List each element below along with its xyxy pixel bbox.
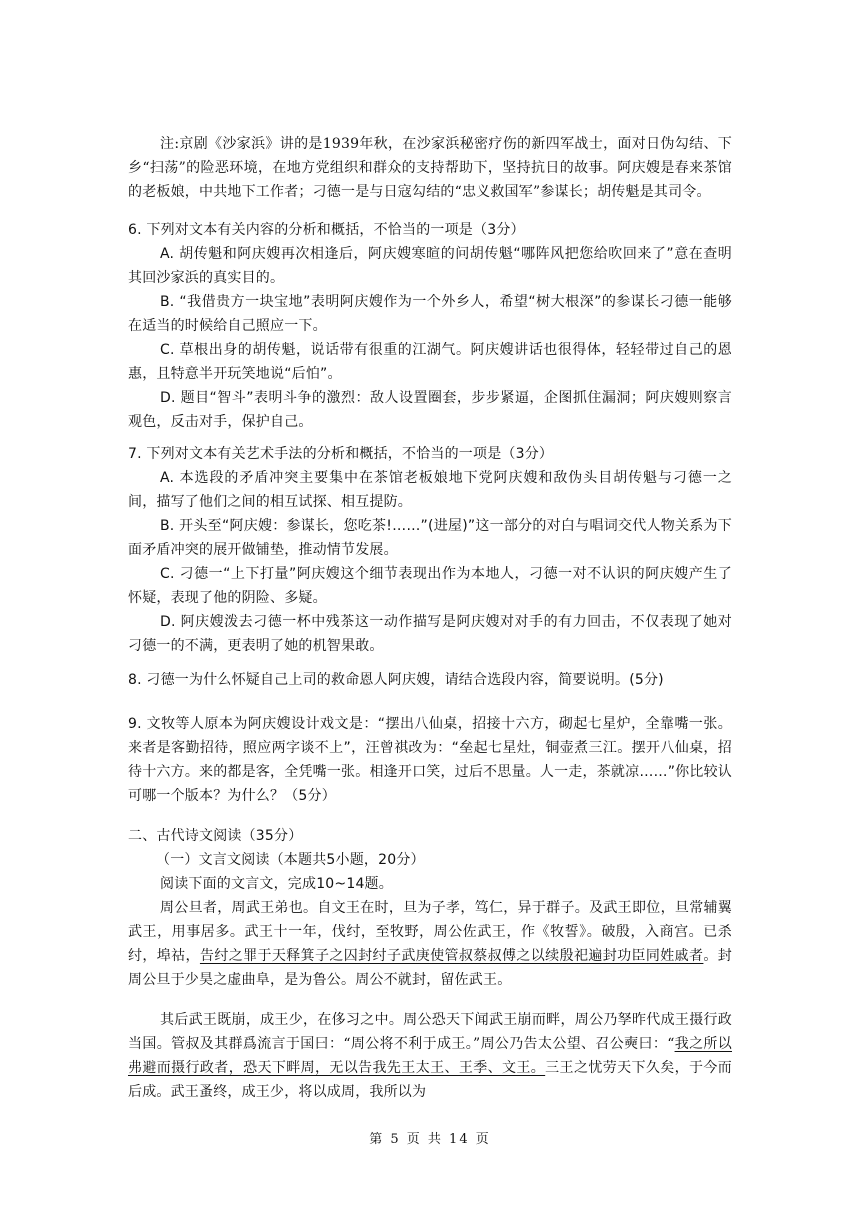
- section-2-title: 二、古代诗文阅读（35分）: [128, 828, 303, 844]
- passage-text: 三王之忧劳天下久矣，于今而后成。武王蚤终，成王少，将以成周，我所以为: [128, 1060, 732, 1100]
- section-2-instruction: 阅读下面的文言文，完成10~14题。: [160, 876, 393, 892]
- passage-paragraph-1: [128, 896, 732, 992]
- page-footer: 第 5 页 共 14 页: [369, 1132, 491, 1147]
- question-6-option-b: B. “我借贵方一块宝地”表明阿庆嫂作为一个外乡人，希望“树大根深”的参谋长刁德一能够在适当的时候给自己照应一下。: [128, 294, 732, 334]
- underlined-passage: 告纣之罪于天释箕子之囚封纣子武庚使管叔蔡叔傅之以续殷祀遍封功臣同姓戚者: [199, 948, 704, 964]
- question-6-option-c: C. 草根出身的胡传魁，说话带有很重的江湖气。阿庆嫂讲话也很得体，轻轻带过自己的恩惠，且特意半开玩笑地说“后怕”。: [128, 342, 732, 382]
- passage-paragraph-2: [128, 1008, 732, 1104]
- underlined-passage: 我之所以弗避而摄行政者，恐天下畔周，无以告我先王太王、王季、文王。: [128, 1036, 732, 1076]
- question-9: 9. 文牧等人原本为阿庆嫂设计戏文是：“摆出八仙桌，招接十六方，砌起七星炉，全靠嘴一张。来者是客勤招待，照应两字谈不上”，汪曾祺改为：“垒起七星灶，铜壶煮三江。摆开八仙桌，招待十六方。来的都是客，全凭嘴一张。相逢开口笑，过后不思量。人一走，茶就凉……”你比较认可哪一个版本？为什么？（5分）: [128, 716, 732, 804]
- question-6-option-d: D. 题目“智斗”表明斗争的激烈：敌人设置圈套，步步紧逼，企图抓住漏洞；阿庆嫂则察言观色，反击对手，保护自己。: [128, 390, 732, 430]
- passage-text: 周公旦者，周武王弟也。自文王在时，旦为子孝，笃仁，异于群子。及武王即位，旦常辅翼武王，用事居多。武王十一年，伐纣，至牧野，周公佐武王，作《牧誓》。破殷，入商宫。已杀纣，埠祜，: [128, 900, 732, 964]
- passage-text: 其后武王既崩，成王少，在侈习之中。周公恐天下闻武王崩而畔，周公乃孥昨代成王摄行政当国。管叔及其群爲流言于国曰：“周公将不利于成王。”周公乃告太公望、召公奭曰：“: [128, 1012, 732, 1052]
- question-8: 8. 刁德一为什么怀疑自己上司的救命恩人阿庆嫂，请结合选段内容，简要说明。(5分): [128, 672, 664, 688]
- question-6-stem: 6. 下列对文本有关内容的分析和概括，不恰当的一项是（3分）: [128, 222, 525, 238]
- question-6-option-a: A. 胡传魁和阿庆嫂再次相逢后，阿庆嫂寒暄的问胡传魁“哪阵风把您给吹回来了”意在查明其回沙家浜的真实目的。: [128, 246, 732, 286]
- question-7-option-d: D. 阿庆嫂泼去刁德一杯中残茶这一动作描写是阿庆嫂对对手的有力回击，不仅表现了她对刁德一的不满，更表明了她的机智果敢。: [128, 614, 732, 654]
- question-7-option-c: C. 刁德一“上下打量”阿庆嫂这个细节表现出作为本地人，刁德一对不认识的阿庆嫂产生了怀疑，表现了他的阴险、多疑。: [128, 566, 732, 606]
- question-7-option-b: B. 开头至“阿庆嫂：参谋长，您吃茶!……”(进屋)”这一部分的对白与唱词交代人物关系为下面矛盾冲突的展开做铺垫，推动情节发展。: [128, 518, 732, 558]
- section-2-subtitle: （一）文言文阅读（本题共5小题，20分）: [156, 852, 425, 868]
- passage-text: 。封周公旦于少昊之虚曲阜，是为鲁公。周公不就封，留佐武王。: [128, 948, 733, 988]
- note-paragraph: 注:京剧《沙家浜》讲的是1939年秋，在沙家浜秘密疗伤的新四军战士，面对日伪勾结、下乡“扫荡”的险恶环境，在地方党组织和群众的支持帮助下，坚持抗日的故事。阿庆嫂是春来茶馆的老板娘，中共地下工作者；刁德一是与日寇勾结的“忠义救国军”参谋长；胡传魁是其司令。: [128, 136, 732, 200]
- question-7-stem: 7. 下列对文本有关艺术手法的分析和概括，不恰当的一项是（3分）: [128, 446, 554, 462]
- question-7-option-a: A. 本选段的矛盾冲突主要集中在茶馆老板娘地下党阿庆嫂和敌伪头目胡传魁与刁德一之间，描写了他们之间的相互试探、相互提防。: [128, 470, 732, 510]
